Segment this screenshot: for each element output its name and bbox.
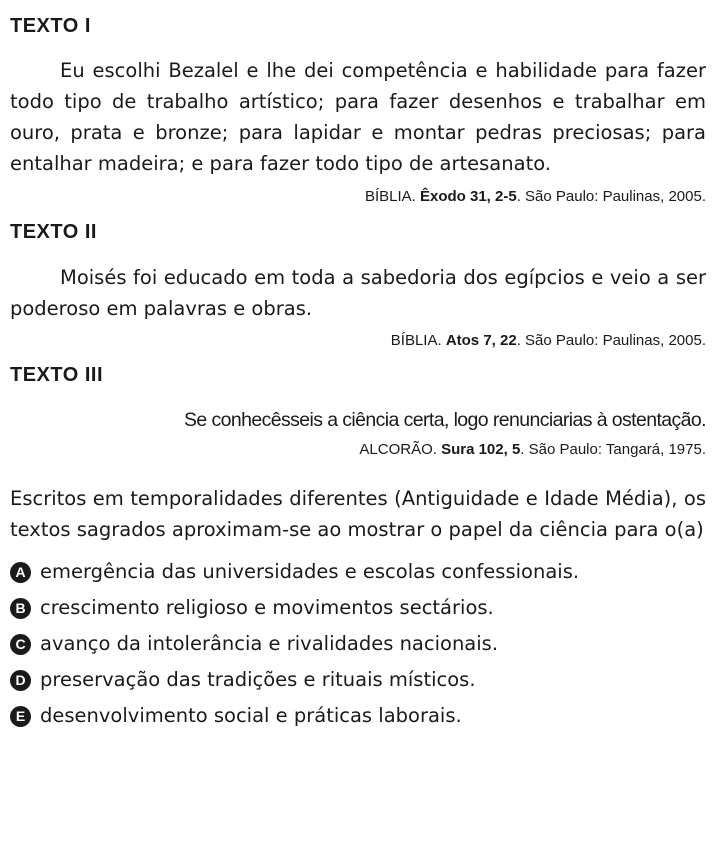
citation-reference: Êxodo 31, 2-5 — [419, 188, 517, 205]
option-text: emergência das universidades e escolas confessionais. — [40, 560, 580, 583]
option-b[interactable] — [10, 590, 706, 626]
option-a[interactable] — [10, 554, 706, 590]
text-1-body: Eu escolhi Bezalel e lhe dei competência e habilidade para fazer todo tipo de trabalho artístico; para fazer desenhos e trabalhar em ouro, prata e bronze; para lapidar e montar pedras preciosas; para entalhar madeira; e para fazer todo tipo de artesanato. — [10, 59, 706, 175]
citation-source: BÍBLIA. — [390, 332, 446, 349]
text-3-section — [10, 361, 706, 461]
option-letter-badge: C — [10, 634, 31, 655]
option-text: preservação das tradições e rituais místicos. — [40, 668, 476, 691]
citation-reference: Sura 102, 5 — [441, 441, 521, 458]
citation-reference: Atos 7, 22 — [445, 332, 517, 349]
text-3-citation — [10, 439, 706, 461]
option-letter-badge: A — [10, 562, 31, 583]
text-2-section — [10, 218, 706, 352]
text-1-citation — [10, 186, 706, 208]
citation-source: BÍBLIA. — [364, 188, 420, 205]
option-text: desenvolvimento social e práticas laborais. — [40, 704, 462, 727]
option-d[interactable] — [10, 662, 706, 698]
answer-options — [10, 554, 706, 734]
option-letter-badge: E — [10, 706, 31, 727]
question-stem: Escritos em temporalidades diferentes (Antiguidade e Idade Média), os textos sagrados aproximam-se ao mostrar o papel da ciência para o(a) — [10, 487, 706, 541]
exam-question — [10, 12, 706, 734]
text-1-section — [10, 12, 706, 208]
option-c[interactable] — [10, 626, 706, 662]
text-2-heading: TEXTO II — [10, 221, 97, 243]
text-3-body: Se conhecêsseis a ciência certa, logo renunciarias à ostentação. — [183, 409, 706, 431]
option-e[interactable] — [10, 698, 706, 734]
citation-publisher: . São Paulo: Tangará, 1975. — [520, 441, 706, 458]
text-2-citation — [10, 330, 706, 352]
text-2-body: Moisés foi educado em toda a sabedoria dos egípcios e veio a ser poderoso em palavras e obras. — [10, 266, 706, 320]
option-text: crescimento religioso e movimentos sectários. — [40, 596, 494, 619]
citation-source: ALCORÃO. — [359, 441, 442, 458]
citation-publisher: . São Paulo: Paulinas, 2005. — [516, 188, 706, 205]
text-3-heading: TEXTO III — [10, 364, 104, 386]
option-letter-badge: B — [10, 598, 31, 619]
citation-publisher: . São Paulo: Paulinas, 2005. — [516, 332, 706, 349]
option-text: avanço da intolerância e rivalidades nacionais. — [40, 632, 499, 655]
text-1-heading: TEXTO I — [10, 15, 91, 37]
option-letter-badge: D — [10, 670, 31, 691]
